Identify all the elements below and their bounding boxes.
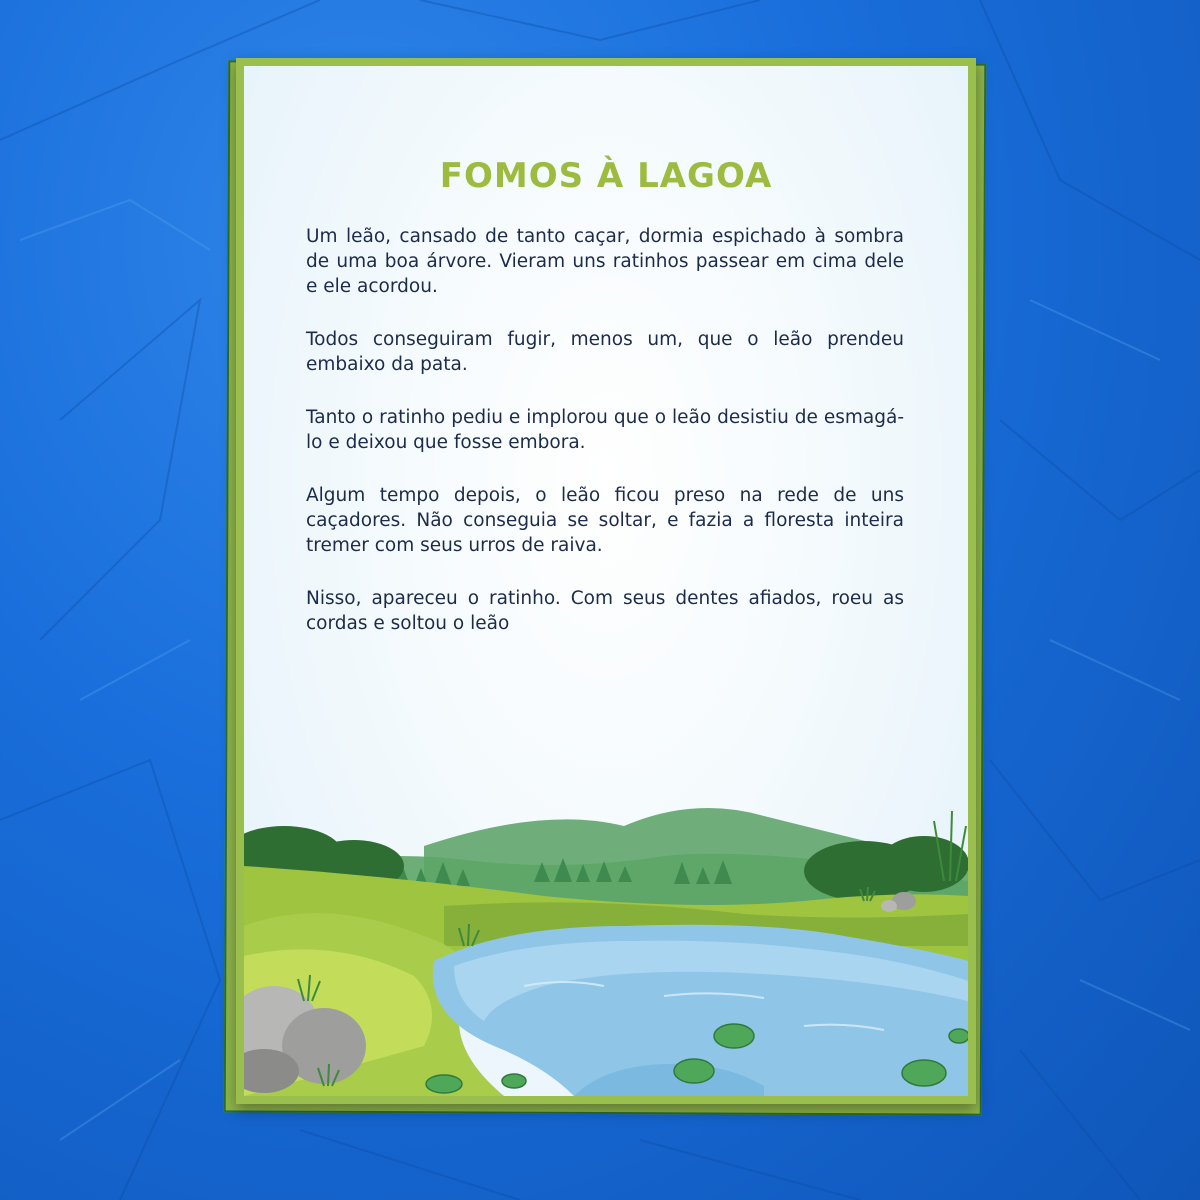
story-paragraph-1: Um leão, cansado de tanto caçar, dormia espichado à sombra de uma boa árvore. Vieram uns ratinhos passear em cima dele e ele acordou. — [306, 226, 904, 297]
story-paragraph-4: Algum tempo depois, o leão ficou preso na rede de uns caçadores. Não conseguia se soltar, e fazia a floresta inteira tremer com seus urros de raiva. — [306, 485, 904, 556]
story-sheet — [236, 58, 976, 1104]
page-title: FOMOS À LAGOA — [439, 156, 773, 196]
story-text — [306, 224, 904, 664]
story-paragraph-3: Tanto o ratinho pediu e implorou que o leão desistiu de esmagá-lo e deixou que fosse embora. — [306, 407, 904, 453]
pond-landscape-illustration — [244, 786, 968, 1096]
story-page — [244, 66, 968, 1096]
story-paragraph-2: Todos conseguiram fugir, menos um, que o leão prendeu embaixo da pata. — [306, 329, 904, 375]
story-paragraph-5: Nisso, apareceu o ratinho. Com seus dentes afiados, roeu as cordas e soltou o leão — [306, 588, 904, 634]
